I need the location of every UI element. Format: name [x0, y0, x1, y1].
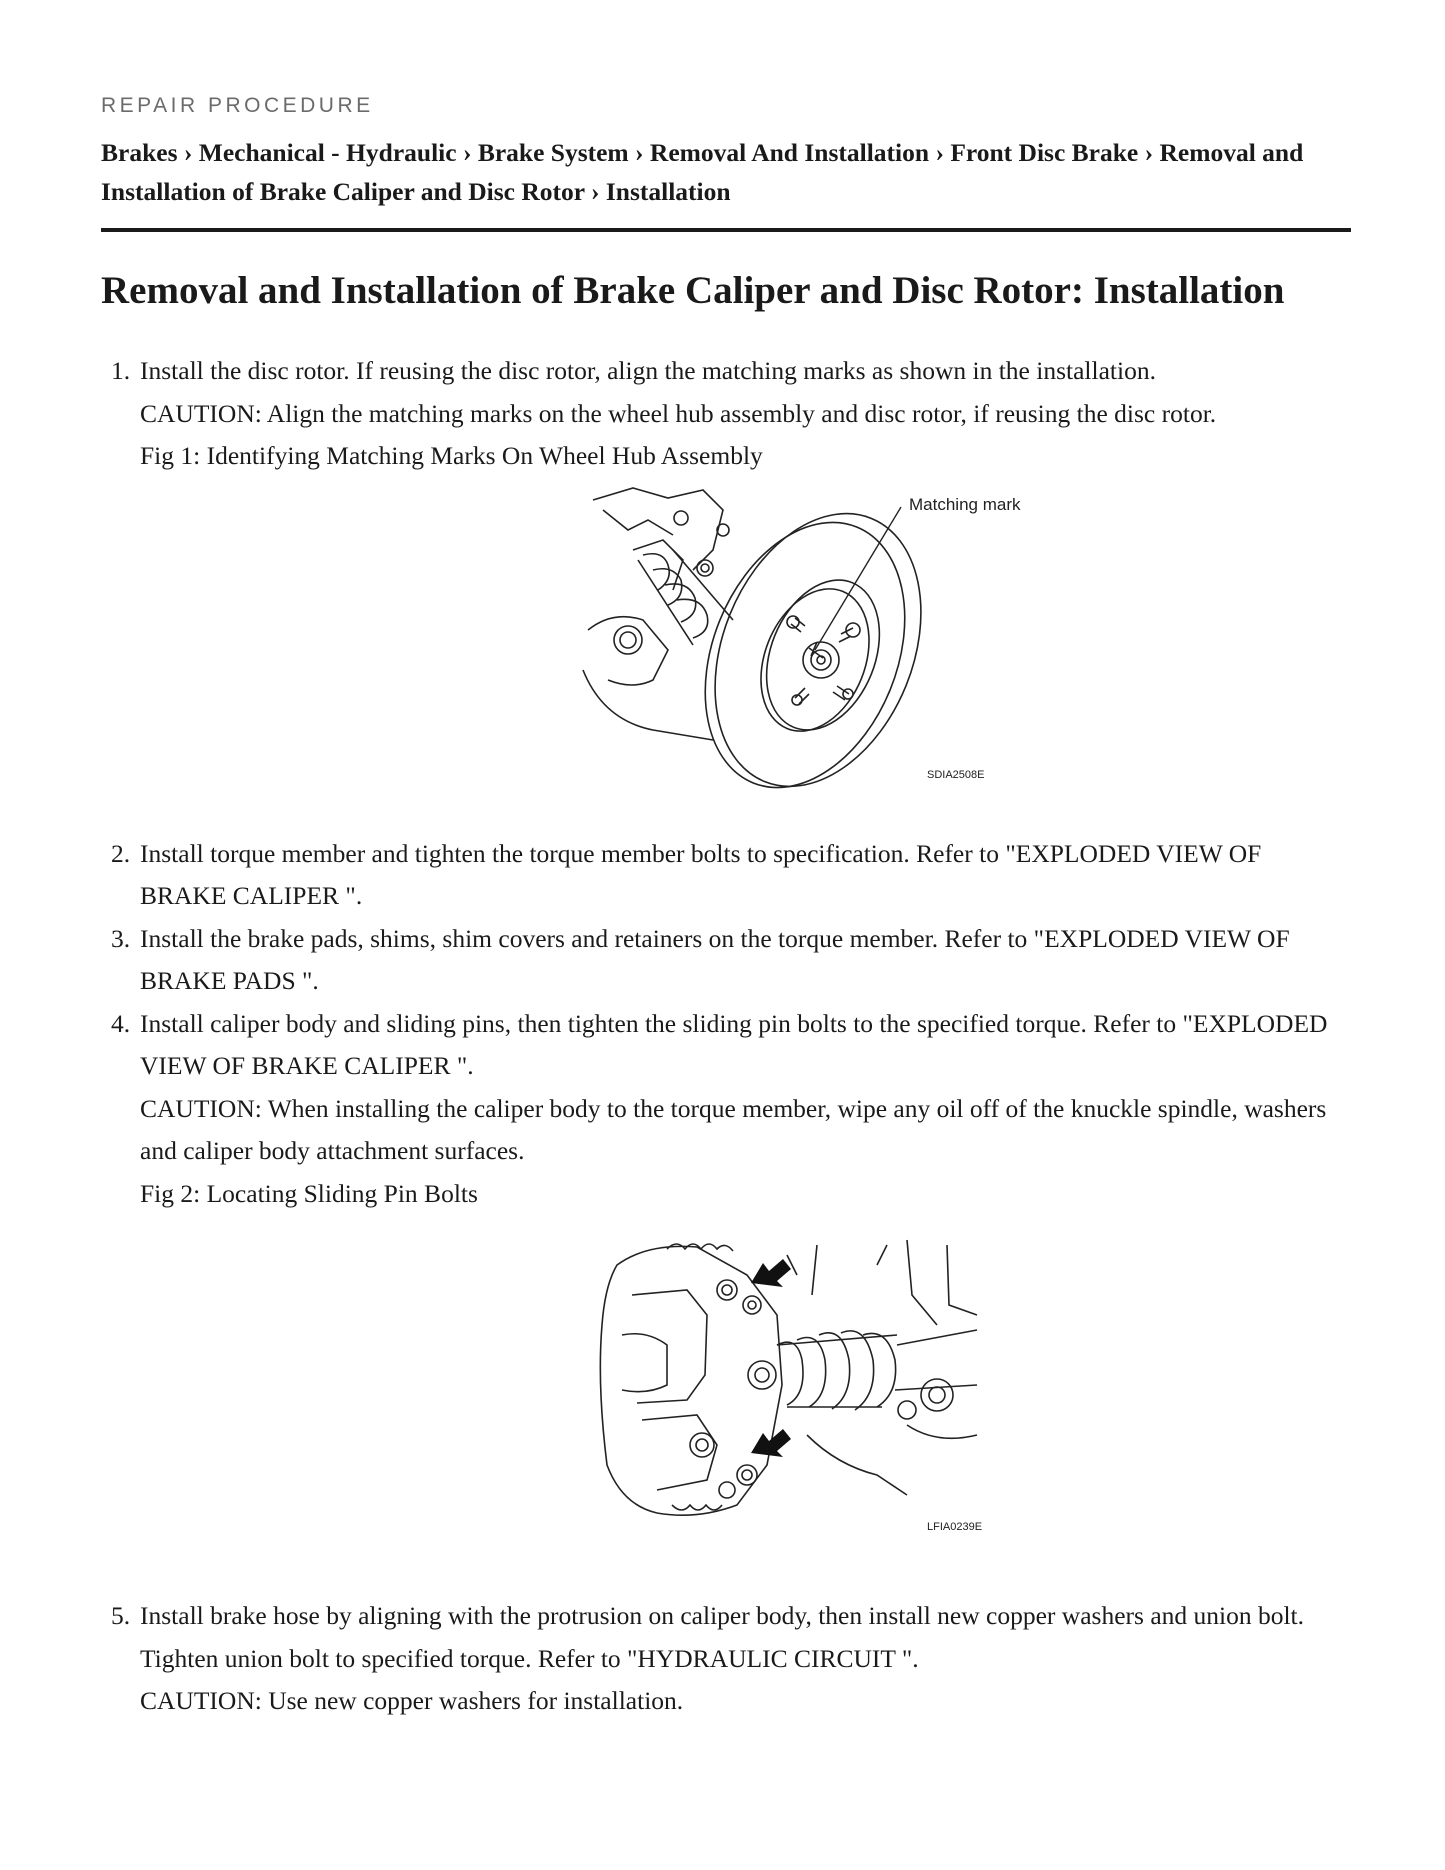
breadcrumb-separator: › [590, 177, 606, 206]
breadcrumb-separator: › [183, 138, 199, 167]
step-3 [101, 918, 1351, 1003]
breadcrumb-item[interactable]: Front Disc Brake [950, 138, 1139, 167]
breadcrumb-item[interactable]: Brake System [477, 138, 629, 167]
step-number: 5. [111, 1601, 131, 1630]
step-text: Install caliper body and sliding pins, then tighten the sliding pin bolts to the specified torque. Refer to "EXPLODED VIEW OF BRAKE CALIPER ". [140, 1008, 1328, 1080]
figure-matching-marks [140, 478, 1351, 833]
caution-note: CAUTION: Use new copper washers for installation. [140, 1686, 684, 1715]
breadcrumb-item[interactable]: Removal and Installation of Brake Caliper and Disc Rotor [101, 138, 1304, 206]
page-title: Removal and Installation of Brake Caliper and Disc Rotor: Installation [101, 269, 1285, 312]
arrow-upper-bolt [751, 1259, 791, 1287]
caution-note: CAUTION: When installing the caliper body to the torque member, wipe any oil off of the knuckle spindle, washers and caliper body attachment surfaces. [140, 1093, 1327, 1165]
breadcrumb-separator: › [635, 138, 650, 167]
figure-sliding-pin-bolts [140, 1215, 1351, 1595]
breadcrumb-separator: › [935, 138, 951, 167]
breadcrumb-item[interactable]: Removal And Installation [649, 138, 930, 167]
step-2 [101, 833, 1351, 918]
breadcrumb-item[interactable]: Brakes [101, 138, 178, 167]
breadcrumb-item[interactable]: Mechanical - Hydraulic [198, 138, 457, 167]
step-1 [101, 350, 1351, 833]
callout-label: Matching mark [909, 494, 1021, 514]
step-number: 4. [111, 1008, 131, 1038]
step-number: 3. [111, 923, 131, 953]
step-text: Install brake hose by aligning with the protrusion on caliper body, then install new copper washers and union bolt. Tighten union bolt to specified torque. Refer to "HYDRAULIC CIRCUIT ". [140, 1601, 1305, 1673]
breadcrumb-item-current: Installation [605, 177, 731, 206]
arrow-lower-bolt [751, 1429, 791, 1457]
wheel-hub-illustration [573, 480, 1021, 800]
breadcrumb-separator: › [1144, 138, 1160, 167]
breadcrumb-separator: › [462, 138, 478, 167]
figure-code: SDIA2508E [927, 768, 985, 781]
procedure-steps [101, 350, 1351, 1723]
step-number: 1. [111, 356, 131, 385]
step-number: 2. [111, 838, 131, 868]
step-text: Install torque member and tighten the torque member bolts to specification. Refer to "EXPLODED VIEW OF BRAKE CALIPER ". [140, 838, 1262, 910]
step-5 [101, 1595, 1351, 1723]
breadcrumb [101, 133, 1351, 211]
figure-caption: Fig 1: Identifying Matching Marks On Wheel Hub Assembly [140, 441, 763, 470]
header-divider [101, 228, 1351, 232]
eyebrow-label: REPAIR PROCEDURE [101, 94, 374, 117]
step-text: Install the brake pads, shims, shim covers and retainers on the torque member. Refer to "EXPLODED VIEW OF BRAKE PADS ". [140, 923, 1290, 995]
caution-note: CAUTION: Align the matching marks on the wheel hub assembly and disc rotor, if reusing the disc rotor. [140, 398, 1217, 428]
caliper-illustration [577, 1235, 997, 1535]
step-text: Install the disc rotor. If reusing the disc rotor, align the matching marks as shown in the installation. [140, 356, 1156, 385]
figure-caption: Fig 2: Locating Sliding Pin Bolts [140, 1178, 478, 1208]
step-4 [101, 1003, 1351, 1596]
figure-code: LFIA0239E [927, 1521, 983, 1533]
